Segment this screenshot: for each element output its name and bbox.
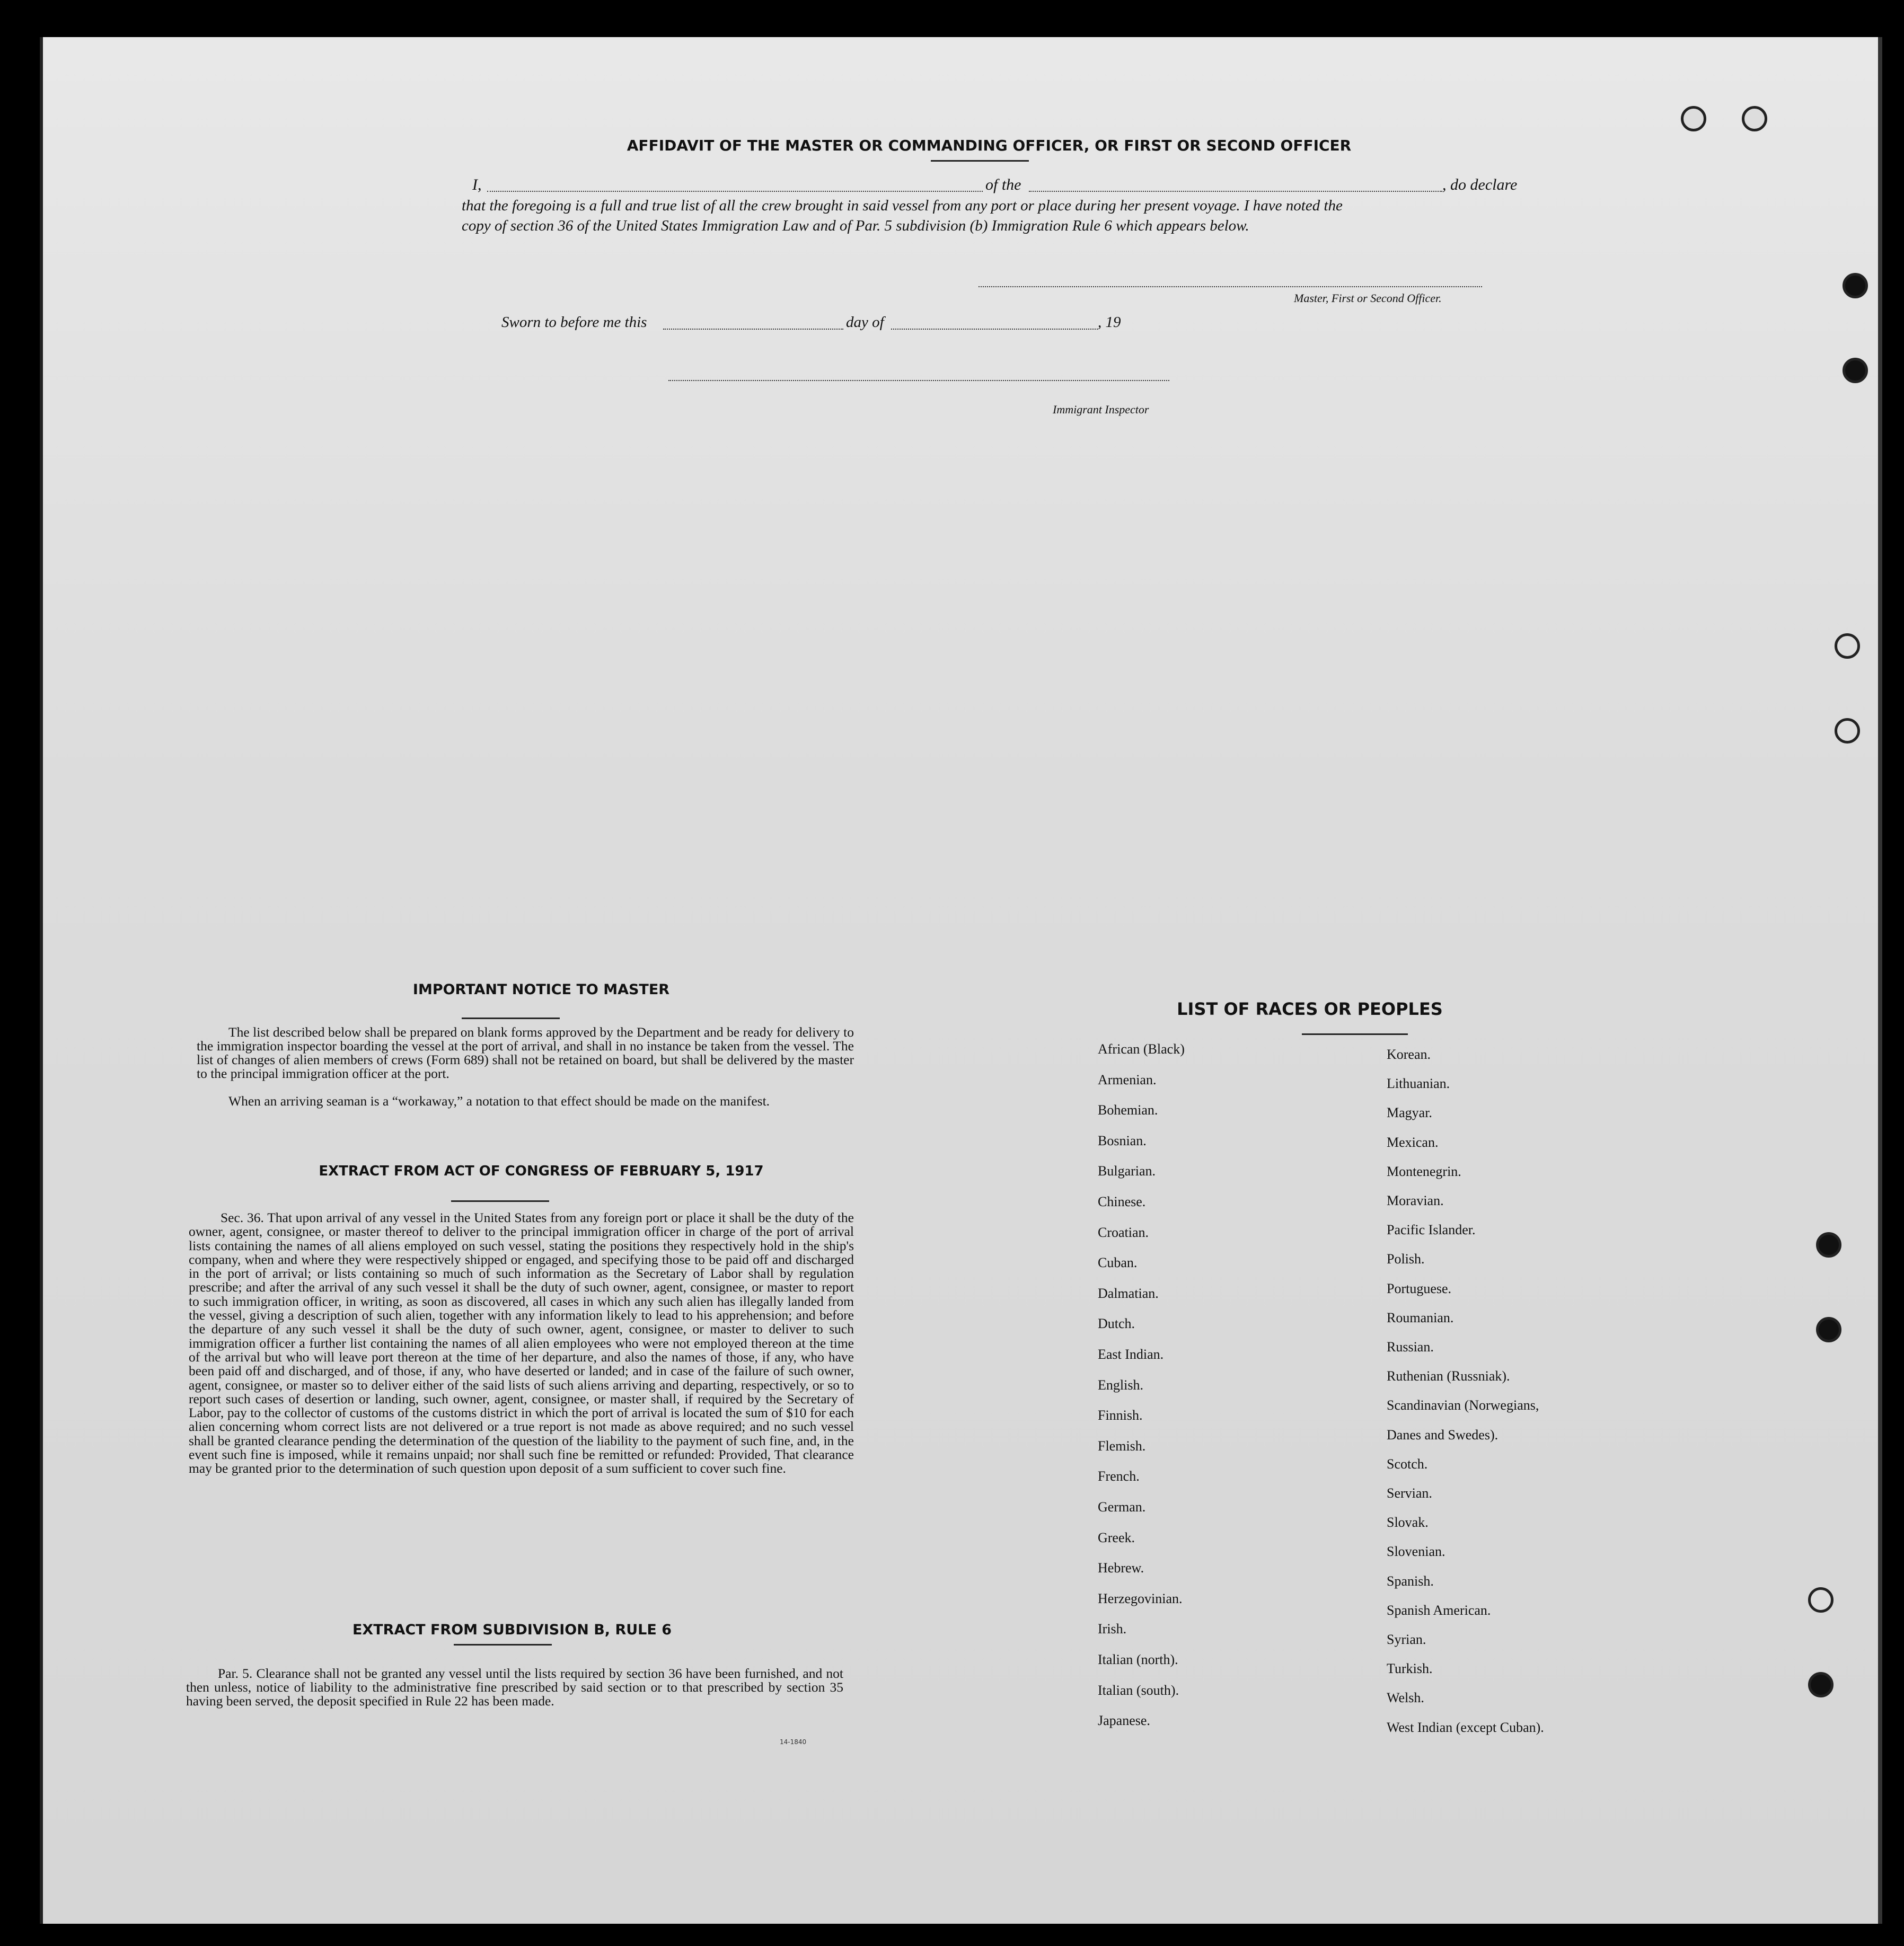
race-item: Pacific Islander. bbox=[1387, 1222, 1476, 1238]
race-item: Korean. bbox=[1387, 1047, 1431, 1062]
punch-hole bbox=[1835, 718, 1860, 744]
race-item: Roumanian. bbox=[1387, 1310, 1454, 1325]
rule-title: EXTRACT FROM SUBDIVISION B, RULE 6 bbox=[352, 1622, 672, 1638]
race-item: Scotch. bbox=[1387, 1456, 1428, 1472]
race-item: Japanese. bbox=[1098, 1713, 1150, 1729]
race-item: Portuguese. bbox=[1387, 1280, 1452, 1296]
race-item: Moravian. bbox=[1387, 1193, 1444, 1208]
notice-para1: The list described below shall be prepared on blank forms approved by the Department and be ready for delivery to the immigration inspector boarding the vessel at the port of arrival, and shall in no instance be taken from the vessel. The list of changes of alien members of crews (Form 689) shall not be retained on board, but shall be delivered by the master to the principal immigration officer at the port. bbox=[197, 1024, 854, 1081]
race-item: Dalmatian. bbox=[1098, 1285, 1159, 1301]
title-rule bbox=[931, 160, 1029, 162]
race-item: Greek. bbox=[1098, 1529, 1135, 1545]
affidavit-line1-middle: of the bbox=[985, 176, 1021, 193]
rule-text: Par. 5. Clearance shall not be granted any vessel until the lists required by section 36 have been furnished, and not then unless, notice of liability to the administrative fine prescribed by said section or to that prescribed by section 35 having been served, the deposit specified in Rule 22 has been made. bbox=[186, 1666, 843, 1709]
notice-title: IMPORTANT NOTICE TO MASTER bbox=[412, 981, 670, 998]
race-item: Flemish. bbox=[1098, 1438, 1146, 1454]
sworn-prefix: Sworn to before me this bbox=[501, 314, 647, 331]
sworn-day: day of bbox=[846, 314, 884, 331]
race-item: Cuban. bbox=[1098, 1255, 1138, 1271]
act-text: Sec. 36. That upon arrival of any vessel in the United States from any foreign port or place it shall be the duty of the owner, agent, consignee, or master thereof to deliver to the principal immigration officer in charge of the port of arrival lists containing the names of all aliens employed on such vessel, stating the positions they respectively hold in the ship's company, when and where they were respectively shipped or engaged, and specifying those to be paid off and discharged in the port of arrival; or lists containing so much of such information as the Secretary of Labor shall by regulation prescribe; and after the arrival of any such vessel it shall be the duty of such owner, agent, consignee, or master to report to such immigration officer, in writing, as soon as discovered, all cases in which any such alien has illegally landed from the vessel, giving a description of such alien, together with any information likely to lead to his apprehension; and before the departure of any such vessel it shall be the duty of such owner, agent, consignee, or master to deliver to such immigration officer a further list containing the names of all alien employees who were not employed thereon at the time of the arrival but who will leave port thereon at the time of her departure, and also the names of those, if any, who have been paid off and discharged, and of those, if any, who have deserted or landed; and in case of the failure of such owner, agent, consignee, or master so to deliver either of the said lists of such aliens arriving and departing, respectively, or so to report such cases of desertion or landing, such owner, agent, consignee, or master shall, if required by the Secretary of Labor, pay to the collector of customs of the customs district in which the port of arrival is located the sum of $10 for each alien concerning whom correct lists are not delivered or a true report is not made as above required; and no such vessel shall be granted clearance pending the determination of the question of the liability to the payment of such fine, and, in the event such fine is imposed, while it remains unpaid; nor shall such fine be remitted or refunded: Provided, That clearance may be granted prior to the determination of such question upon deposit of a sum sufficient to cover such fine. bbox=[189, 1210, 854, 1476]
punch-hole bbox=[1742, 106, 1767, 131]
race-item: Herzegovinian. bbox=[1098, 1590, 1183, 1606]
race-item: Slovak. bbox=[1387, 1515, 1429, 1531]
act-rule bbox=[451, 1200, 549, 1202]
punch-hole bbox=[1816, 1232, 1841, 1258]
day-blank bbox=[663, 329, 843, 330]
races-rule bbox=[1302, 1033, 1408, 1035]
race-item: Slovenian. bbox=[1387, 1544, 1445, 1560]
sworn-year: , 19 bbox=[1098, 314, 1121, 331]
race-item: African (Black) bbox=[1098, 1041, 1185, 1057]
race-item: Russian. bbox=[1387, 1339, 1434, 1355]
rule-rule bbox=[454, 1644, 552, 1646]
race-item: Croatian. bbox=[1098, 1224, 1149, 1240]
form-number: 14-1840 bbox=[780, 1738, 807, 1746]
race-item: Spanish. bbox=[1387, 1573, 1434, 1589]
affidavit-line2: that the foregoing is a full and true list of all the crew brought in said vessel from any port or place during her present voyage. I have noted the bbox=[462, 197, 1343, 214]
race-item: Hebrew. bbox=[1098, 1560, 1144, 1576]
document-sheet bbox=[40, 37, 1882, 1924]
race-item: Spanish American. bbox=[1387, 1602, 1491, 1618]
races-left-column bbox=[1098, 1041, 1352, 1783]
affidavit-line1-prefix: I, bbox=[472, 176, 482, 193]
punch-hole bbox=[1843, 358, 1868, 383]
races-title: LIST OF RACES OR PEOPLES bbox=[1177, 999, 1443, 1019]
race-item: Lithuanian. bbox=[1387, 1076, 1450, 1092]
inspector-blank bbox=[668, 380, 1169, 381]
act-title: EXTRACT FROM ACT OF CONGRESS OF FEBRUARY 5, 1917 bbox=[319, 1163, 764, 1179]
race-item: Italian (north). bbox=[1098, 1652, 1178, 1667]
punch-hole bbox=[1835, 633, 1860, 659]
signature-blank bbox=[979, 286, 1482, 287]
race-item: Servian. bbox=[1387, 1485, 1432, 1501]
race-item: Syrian. bbox=[1387, 1632, 1426, 1647]
race-item: Scandinavian (Norwegians, bbox=[1387, 1397, 1539, 1413]
race-item: Bohemian. bbox=[1098, 1102, 1158, 1118]
race-item: Mexican. bbox=[1387, 1134, 1439, 1150]
race-item: Irish. bbox=[1098, 1621, 1127, 1637]
race-item: Bulgarian. bbox=[1098, 1163, 1156, 1179]
race-item: Welsh. bbox=[1387, 1690, 1424, 1706]
race-item: French. bbox=[1098, 1469, 1140, 1484]
punch-hole bbox=[1681, 106, 1706, 131]
notice-rule bbox=[462, 1018, 560, 1019]
page-edge bbox=[1878, 37, 1882, 1924]
name-blank bbox=[487, 191, 983, 192]
inspector-caption: Immigrant Inspector bbox=[1053, 403, 1149, 416]
race-item: Danes and Swedes). bbox=[1387, 1427, 1498, 1443]
race-item: Bosnian. bbox=[1098, 1133, 1147, 1148]
race-item: English. bbox=[1098, 1377, 1143, 1393]
race-item: Magyar. bbox=[1387, 1105, 1432, 1121]
race-item: Dutch. bbox=[1098, 1316, 1135, 1332]
affidavit-line3: copy of section 36 of the United States Immigration Law and of Par. 5 subdivision (b) Immigration Rule 6 which appears below. bbox=[462, 217, 1249, 234]
month-blank bbox=[891, 329, 1098, 330]
affidavit-line1-end: , do declare bbox=[1442, 176, 1518, 193]
race-item: Chinese. bbox=[1098, 1194, 1146, 1209]
race-item: West Indian (except Cuban). bbox=[1387, 1719, 1544, 1735]
race-item: German. bbox=[1098, 1499, 1146, 1515]
punch-hole bbox=[1843, 273, 1868, 298]
affidavit-title: AFFIDAVIT OF THE MASTER OR COMMANDING OFFICER, OR FIRST OR SECOND OFFICER bbox=[627, 137, 1352, 154]
punch-hole bbox=[1808, 1587, 1834, 1613]
race-item: Finnish. bbox=[1098, 1408, 1143, 1423]
notice-para2: When an arriving seaman is a “workaway,” a notation to that effect should be made on the manifest. bbox=[228, 1093, 770, 1109]
punch-hole bbox=[1808, 1672, 1834, 1697]
race-item: Polish. bbox=[1387, 1251, 1425, 1267]
punch-hole bbox=[1816, 1317, 1841, 1342]
race-item: Montenegrin. bbox=[1387, 1163, 1461, 1179]
race-item: East Indian. bbox=[1098, 1347, 1164, 1362]
race-item: Turkish. bbox=[1387, 1661, 1433, 1677]
race-item: Ruthenian (Russniak). bbox=[1387, 1368, 1510, 1384]
race-item: Italian (south). bbox=[1098, 1682, 1179, 1698]
race-item: Armenian. bbox=[1098, 1072, 1157, 1087]
signature-caption: Master, First or Second Officer. bbox=[1294, 291, 1442, 305]
vessel-blank bbox=[1029, 191, 1442, 192]
races-right-column bbox=[1387, 1047, 1683, 1789]
